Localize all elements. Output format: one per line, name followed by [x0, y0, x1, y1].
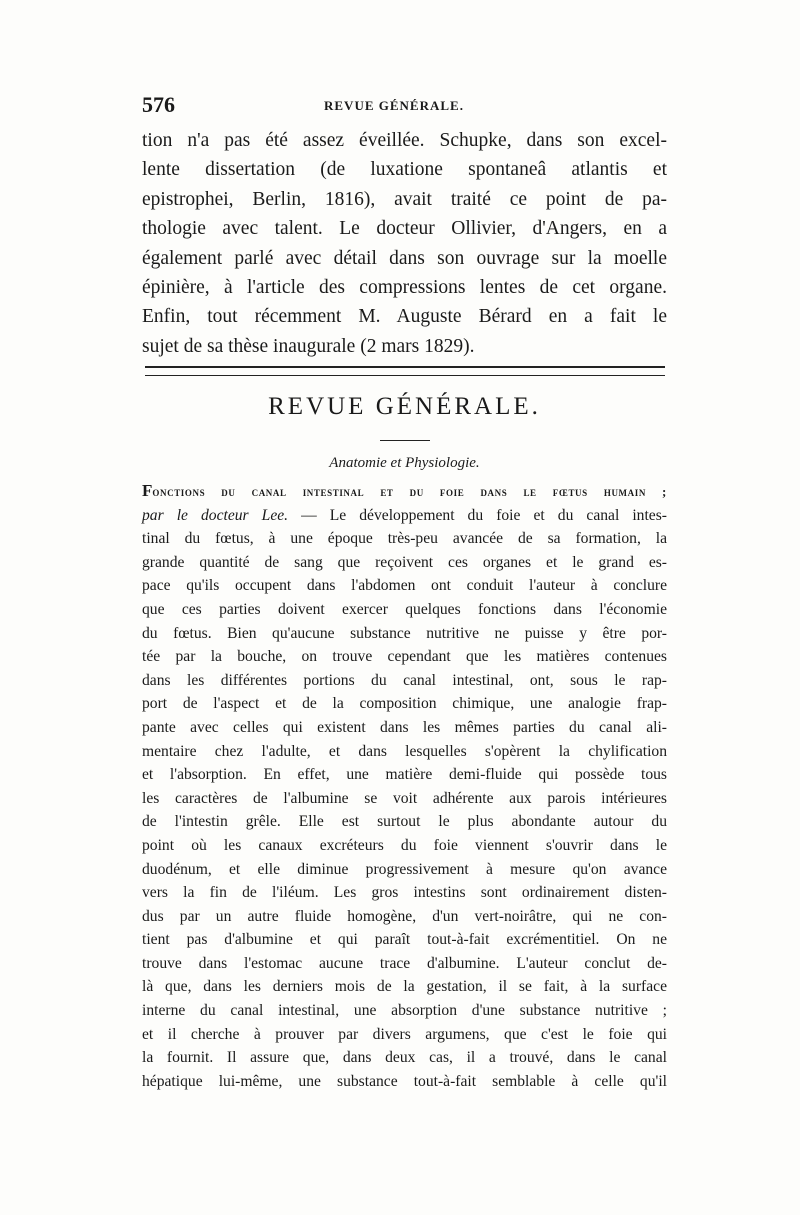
section-divider: [145, 366, 665, 376]
text-line: port de l'aspect et de la composition chimique, une analogie frap-: [142, 695, 667, 713]
text-line: epistrophei, Berlin, 1816), avait traité ce point de pa-: [142, 188, 667, 210]
text-line: tée par la bouche, on trouve cependant que les matières contenues: [142, 648, 667, 666]
continuation-paragraph: [142, 126, 667, 361]
running-head-title: REVUE GÉNÉRALE.: [324, 98, 464, 113]
text-line: là que, dans les derniers mois de la gestation, il se fait, à la surface: [142, 978, 667, 996]
article-body: [142, 479, 667, 1093]
text-line: hépatique lui-même, une substance tout-à-fait semblable à celle qu'il: [142, 1072, 667, 1090]
text-line: grande quantité de sang que reçoivent ces organes et le grand es-: [142, 553, 667, 571]
text-line: tinal du fœtus, à une époque très-peu avancée de sa formation, la: [142, 530, 667, 548]
article-heading: onctions du canal intestinal et du foie dans le fœtus humain ;: [152, 484, 667, 499]
text-line: les caractères de l'albumine se voit adhérente aux parois intérieures: [142, 789, 667, 807]
text-line: trouve dans l'estomac aucune trace d'albumine. L'auteur conclut de-: [142, 954, 667, 972]
page-number: 576: [142, 92, 175, 117]
subsection-title: Anatomie et Physiologie.: [329, 455, 480, 471]
text-line: et il cherche à prouver par divers argumens, que c'est le foie qui: [142, 1025, 667, 1043]
text-line: sujet de sa thèse inaugurale (2 mars 1829).: [142, 335, 475, 357]
title-rule: [380, 440, 430, 441]
author: par le docteur Lee.: [142, 506, 289, 524]
text-line: la fournit. Il assure que, dans deux cas, il a trouvé, dans le canal: [142, 1049, 667, 1067]
text-line: épinière, à l'article des compressions lentes de cet organe.: [142, 277, 667, 299]
text-line: mentaire chez l'adulte, et dans lesquelles s'opèrent la chylification: [142, 742, 667, 760]
text-line: duodénum, et elle diminue progressivement à mesure qu'on avance: [142, 860, 667, 878]
text-line: tient pas d'albumine et qui paraît tout-à-fait excrémentitiel. On ne: [142, 931, 667, 949]
text-line: interne du canal intestinal, une absorption d'une substance nutritive ;: [142, 1002, 667, 1020]
text-line: lente dissertation (de luxatione spontaneâ atlantis et: [142, 159, 667, 181]
text-line: du fœtus. Bien qu'aucune substance nutritive ne puisse y être por-: [142, 624, 667, 642]
section-title: REVUE GÉNÉRALE.: [268, 393, 541, 420]
text-line: tion n'a pas été assez éveillée. Schupke, dans son excel-: [142, 130, 667, 151]
article-heading-line: [142, 479, 667, 504]
author-line: [142, 504, 667, 528]
text-line: également parlé avec détail dans son ouvrage sur la moelle: [142, 247, 667, 269]
text-line: vers la fin de l'iléum. Les gros intestins sont ordinairement disten-: [142, 884, 667, 902]
text-line: pace qu'ils occupent dans l'abdomen ont conduit l'auteur à conclure: [142, 577, 667, 595]
text-line: et l'absorption. En effet, une matière demi-fluide qui possède tous: [142, 766, 667, 784]
text-line: Enfin, tout récemment M. Auguste Bérard en a fait le: [142, 306, 667, 328]
text-line: — Le développement du foie et du canal intes-: [301, 506, 667, 524]
text-line: pante avec celles qui existent dans les mêmes parties du canal ali-: [142, 718, 667, 736]
text-line: dus par un autre fluide homogène, d'un vert-noirâtre, qui ne con-: [142, 907, 667, 925]
text-line: thologie avec talent. Le docteur Ollivier, d'Angers, en a: [142, 218, 667, 240]
running-head: [142, 92, 667, 120]
text-line: de l'intestin grêle. Elle est surtout le plus abondante autour du: [142, 813, 667, 831]
heading-initial: F: [142, 481, 153, 500]
text-line: dans les différentes portions du canal intestinal, ont, sous le rap-: [142, 671, 667, 689]
text-line: que ces parties doivent exercer quelques fonctions dans l'économie: [142, 600, 667, 618]
text-line: point où les canaux excréteurs du foie viennent s'ouvrir dans le: [142, 836, 667, 854]
